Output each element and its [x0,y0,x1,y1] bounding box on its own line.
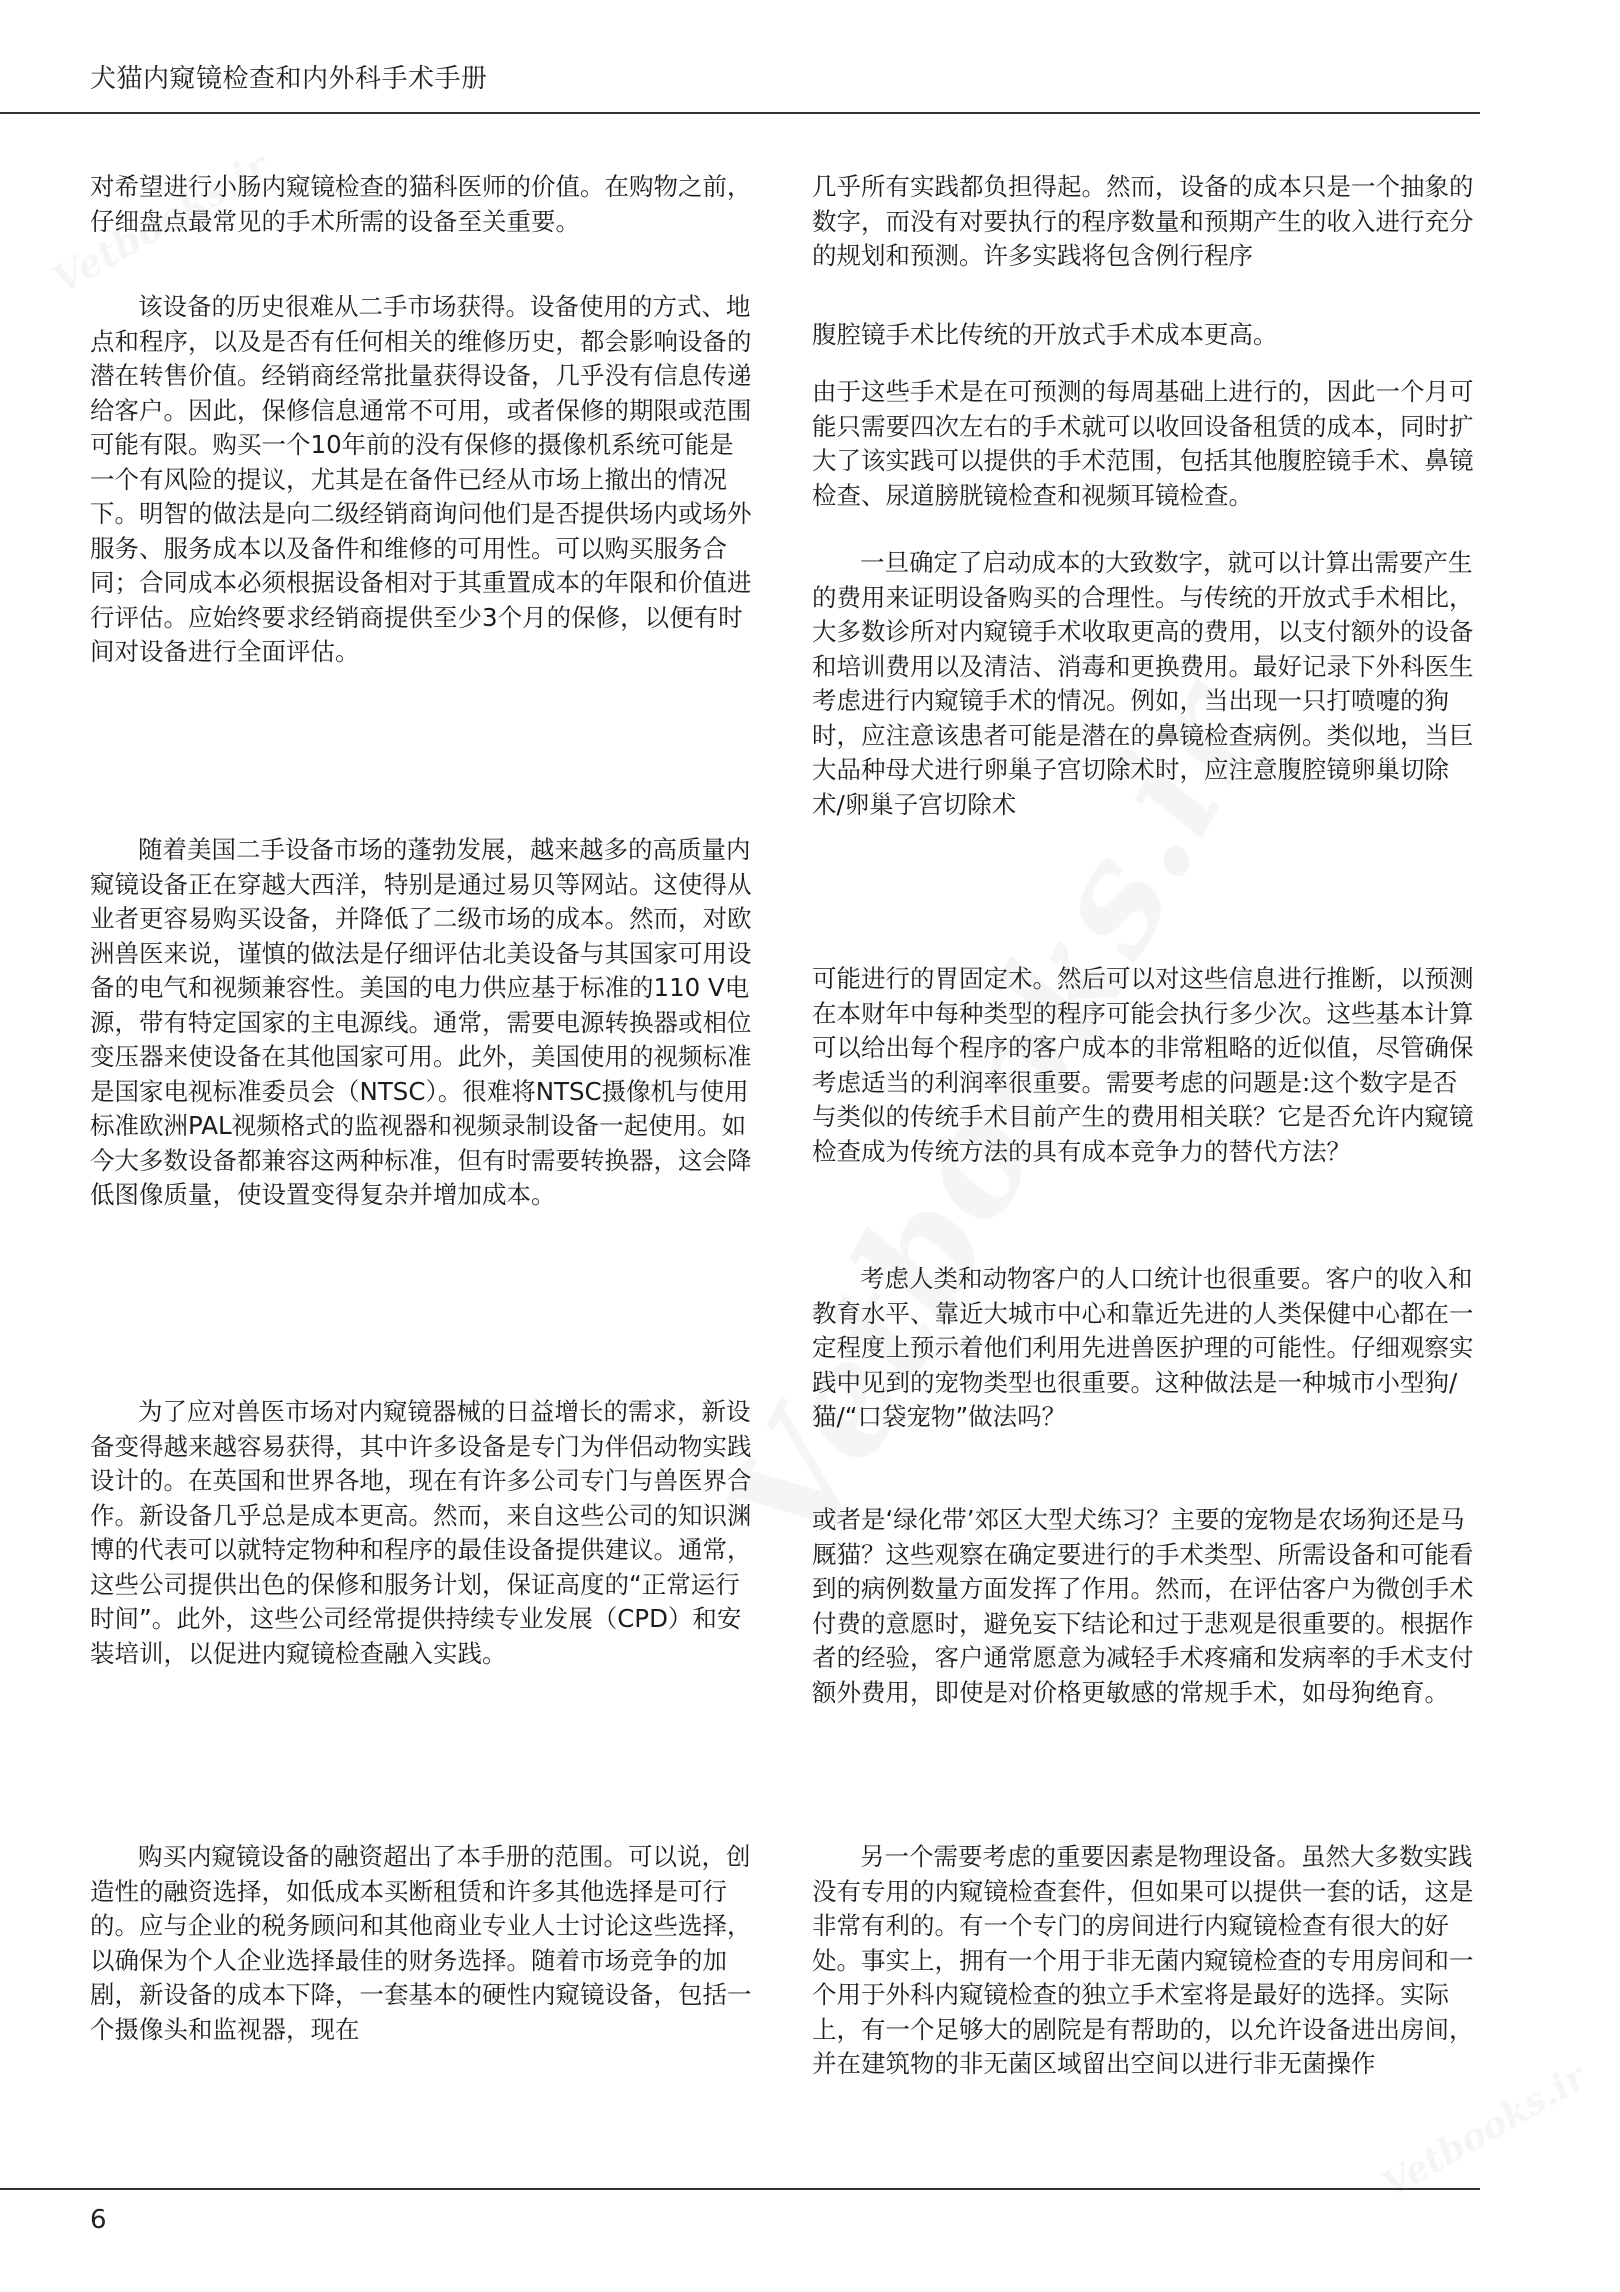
left-paragraph-2: 该设备的历史很难从二手市场获得。设备使用的方式、地点和程序，以及是否有任何相关的维修历史，都会影响设备的潜在转售价值。经销商经常批量获得设备，几乎没有信息传递给客户。因此，保修信息通常不可用，或者保修的期限或范围可能有限。购买一个10年前的没有保修的摄像机系统可能是一个有风险的提议，尤其是在备件已经从市场上撤出的情况下。明智的做法是向二级经销商询问他们是否提供场内或场外服务、服务成本以及备件和维修的可用性。可以购买服务合同；合同成本必须根据设备相对于其重置成本的年限和价值进行评估。应始终要求经销商提供至少3个月的保修，以便有时间对设备进行全面评估。 [90,292,752,666]
left-paragraph-1: 对希望进行小肠内窥镜检查的猫科医师的价值。在购物之前，仔细盘点最常见的手术所需的设备至关重要。 [90,172,752,236]
right-paragraph-2: 腹腔镜手术比传统的开放式手术成本更高。 [812,320,1278,349]
footer-rule [0,2188,1480,2190]
right-paragraph-3: 由于这些手术是在可预测的每周基础上进行的，因此一个月可能只需要四次左右的手术就可以收回设备租赁的成本，同时扩大了该实践可以提供的手术范围，包括其他腹腔镜手术、鼻镜检查、尿道膀胱镜检查和视频耳镜检查。 [812,377,1474,510]
left-paragraph-4: 为了应对兽医市场对内窥镜器械的日益增长的需求，新设备变得越来越容易获得，其中许多设备是专门为伴侣动物实践设计的。在英国和世界各地，现在有许多公司专门与兽医界合作。新设备几乎总是成本更高。然而，来自这些公司的知识渊博的代表可以就特定物种和程序的最佳设备提供建议。通常，这些公司提供出色的保修和服务计划，保证高度的“正常运行时间”。此外，这些公司经常提供持续专业发展（CPD）和安装培训，以促进内窥镜检查融入实践。 [90,1397,752,1668]
left-paragraph-5: 购买内窥镜设备的融资超出了本手册的范围。可以说，创造性的融资选择，如低成本买断租赁和许多其他选择是可行的。应与企业的税务顾问和其他商业专业人士讨论这些选择，以确保为个人企业选择最佳的财务选择。随着市场竞争的加剧，新设备的成本下降，一套基本的硬性内窥镜设备，包括一个摄像头和监视器，现在 [90,1842,752,2044]
right-paragraph-7: 或者是‘绿化带’郊区大型犬练习？主要的宠物是农场狗还是马厩猫？这些观察在确定要进行的手术类型、所需设备和可能看到的病例数量方面发挥了作用。然而，在评估客户为微创手术付费的意愿时，避免妄下结论和过于悲观是很重要的。根据作者的经验，客户通常愿意为减轻手术疼痛和发病率的手术支付额外费用，即使是对价格更敏感的常规手术，如母狗绝育。 [812,1505,1474,1707]
header-rule [0,112,1480,114]
left-paragraph-3: 随着美国二手设备市场的蓬勃发展，越来越多的高质量内窥镜设备正在穿越大西洋，特别是通过易贝等网站。这使得从业者更容易购买设备，并降低了二级市场的成本。然而，对欧洲兽医来说，谨慎的做法是仔细评估北美设备与其国家可用设备的电气和视频兼容性。美国的电力供应基于标准的110 V电源，带有特定国家的主电源线。通常，需要电源转换器或相位变压器来使设备在其他国家可用。此外，美国使用的视频标准是国家电视标准委员会（NTSC）。很难将NTSC摄像机与使用标准欧洲PAL视频格式的监视器和视频录制设备一起使用。如今大多数设备都兼容这两种标准，但有时需要转换器，这会降低图像质量，使设置变得复杂并增加成本。 [90,835,752,1209]
right-paragraph-5: 可能进行的胃固定术。然后可以对这些信息进行推断，以预测在本财年中每种类型的程序可能会执行多少次。这些基本计算可以给出每个程序的客户成本的非常粗略的近似值，尽管确保考虑适当的利润率很重要。需要考虑的问题是:这个数字是否与类似的传统手术目前产生的费用相关联？它是否允许内窥镜检查成为传统方法的具有成本竞争力的替代方法？ [812,964,1474,1166]
right-paragraph-8: 另一个需要考虑的重要因素是物理设备。虽然大多数实践没有专用的内窥镜检查套件，但如果可以提供一套的话，这是非常有利的。有一个专门的房间进行内窥镜检查有很大的好处。事实上，拥有一个用于非无菌内窥镜检查的专用房间和一个用于外科内窥镜检查的独立手术室将是最好的选择。实际上，有一个足够大的剧院是有帮助的，以允许设备进出房间，并在建筑物的非无菌区域留出空间以进行非无菌操作 [812,1842,1474,2078]
page-number: 6 [90,2205,107,2235]
right-paragraph-1: 几乎所有实践都负担得起。然而，设备的成本只是一个抽象的数字，而没有对要执行的程序数量和预期产生的收入进行充分的规划和预测。许多实践将包含例行程序 [812,172,1474,270]
right-paragraph-4: 一旦确定了启动成本的大致数字，就可以计算出需要产生的费用来证明设备购买的合理性。与传统的开放式手术相比，大多数诊所对内窥镜手术收取更高的费用，以支付额外的设备和培训费用以及清洁、消毒和更换费用。最好记录下外科医生考虑进行内窥镜手术的情况。例如，当出现一只打喷嚏的狗时，应注意该患者可能是潜在的鼻镜检查病例。类似地，当巨大品种母犬进行卵巢子宫切除术时，应注意腹腔镜卵巢切除术/卵巢子宫切除术 [812,548,1474,819]
right-paragraph-6: 考虑人类和动物客户的人口统计也很重要。客户的收入和教育水平、靠近大城市中心和靠近先进的人类保健中心都在一定程度上预示着他们利用先进兽医护理的可能性。仔细观察实践中见到的宠物类型也很重要。这种做法是一种城市小型狗/猫/“口袋宠物”做法吗？ [812,1264,1474,1431]
running-header-title: 犬猫内窥镜检查和内外科手术手册 [90,64,488,94]
